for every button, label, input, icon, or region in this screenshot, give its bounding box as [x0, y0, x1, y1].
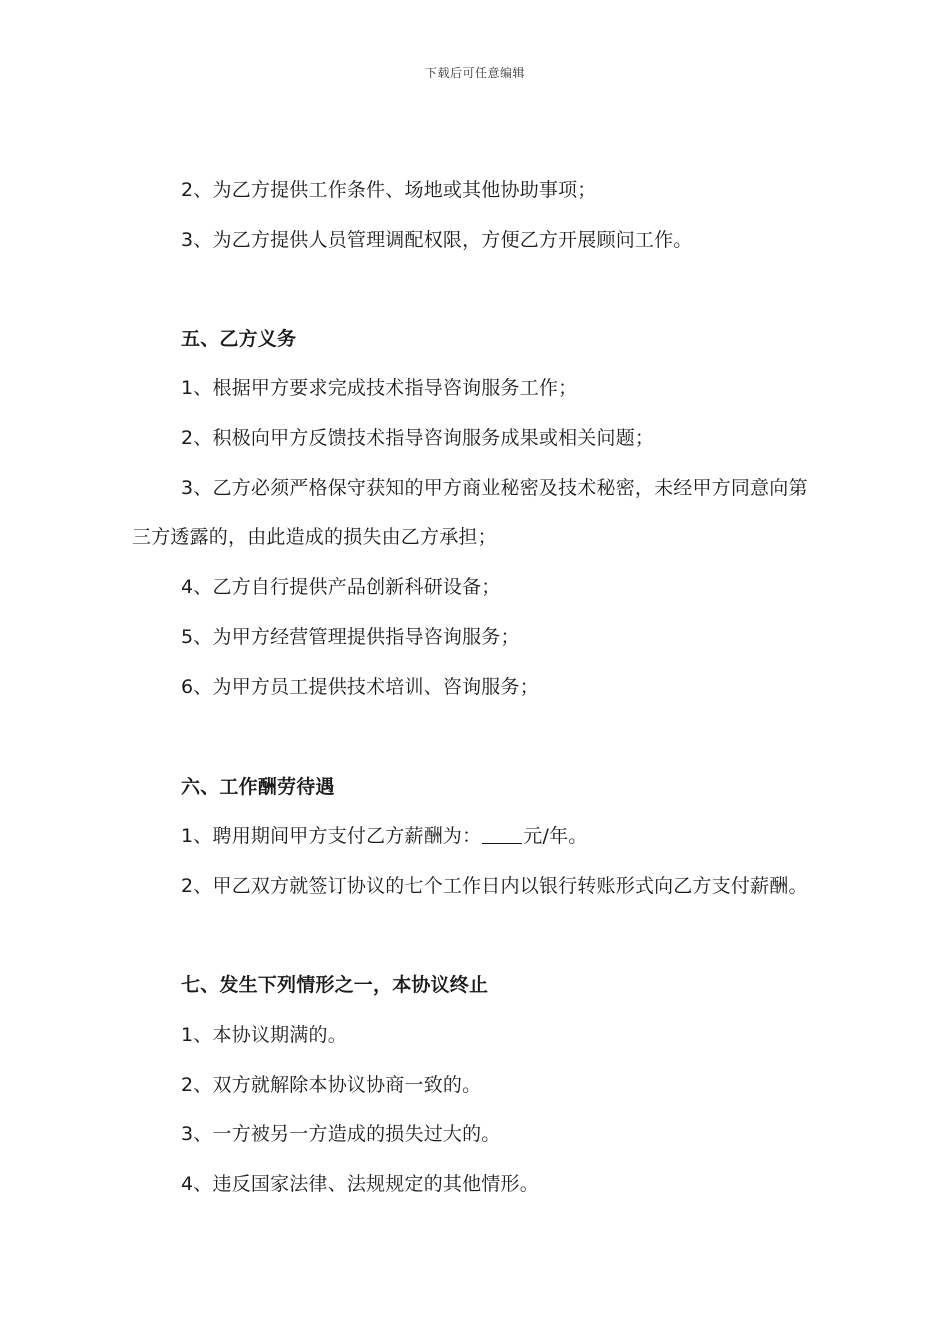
obligation-item: 5、为甲方经营管理提供指导咨询服务； [181, 626, 520, 648]
obligation-item: 3、为乙方提供人员管理调配权限，方便乙方开展顾问工作。 [181, 229, 693, 251]
termination-item: 4、违反国家法律、法规规定的其他情形。 [181, 1173, 539, 1195]
salary-prefix: 1、聘用期间甲方支付乙方薪酬为： [181, 825, 482, 847]
obligation-item: 2、为乙方提供工作条件、场地或其他协助事项； [181, 179, 597, 201]
termination-item: 3、一方被另一方造成的损失过大的。 [181, 1123, 501, 1145]
obligation-item: 3、乙方必须严格保守获知的甲方商业秘密及技术秘密，未经甲方同意向第 [181, 477, 808, 499]
section-heading: 六、工作酬劳待遇 [181, 776, 335, 798]
obligation-item: 4、乙方自行提供产品创新科研设备； [181, 576, 501, 598]
salary-item: 2、甲乙双方就签订协议的七个工作日内以银行转账形式向乙方支付薪酬。 [181, 875, 808, 897]
page-header: 下载后可任意编辑 [424, 66, 525, 80]
obligation-item-continuation: 三方透露的，由此造成的损失由乙方承担； [132, 526, 497, 548]
section-heading: 七、发生下列情形之一，本协议终止 [181, 974, 489, 996]
salary-blank-field [482, 825, 522, 844]
salary-item [181, 823, 588, 849]
salary-suffix: 元/年。 [523, 825, 588, 847]
section-heading: 五、乙方义务 [181, 328, 297, 350]
termination-item: 1、本协议期满的。 [181, 1024, 347, 1046]
obligation-item: 6、为甲方员工提供技术培训、咨询服务； [181, 676, 539, 698]
obligation-item: 1、根据甲方要求完成技术指导咨询服务工作； [181, 377, 578, 399]
termination-item: 2、双方就解除本协议协商一致的。 [181, 1074, 482, 1096]
obligation-item: 2、积极向甲方反馈技术指导咨询服务成果或相关问题； [181, 427, 655, 449]
